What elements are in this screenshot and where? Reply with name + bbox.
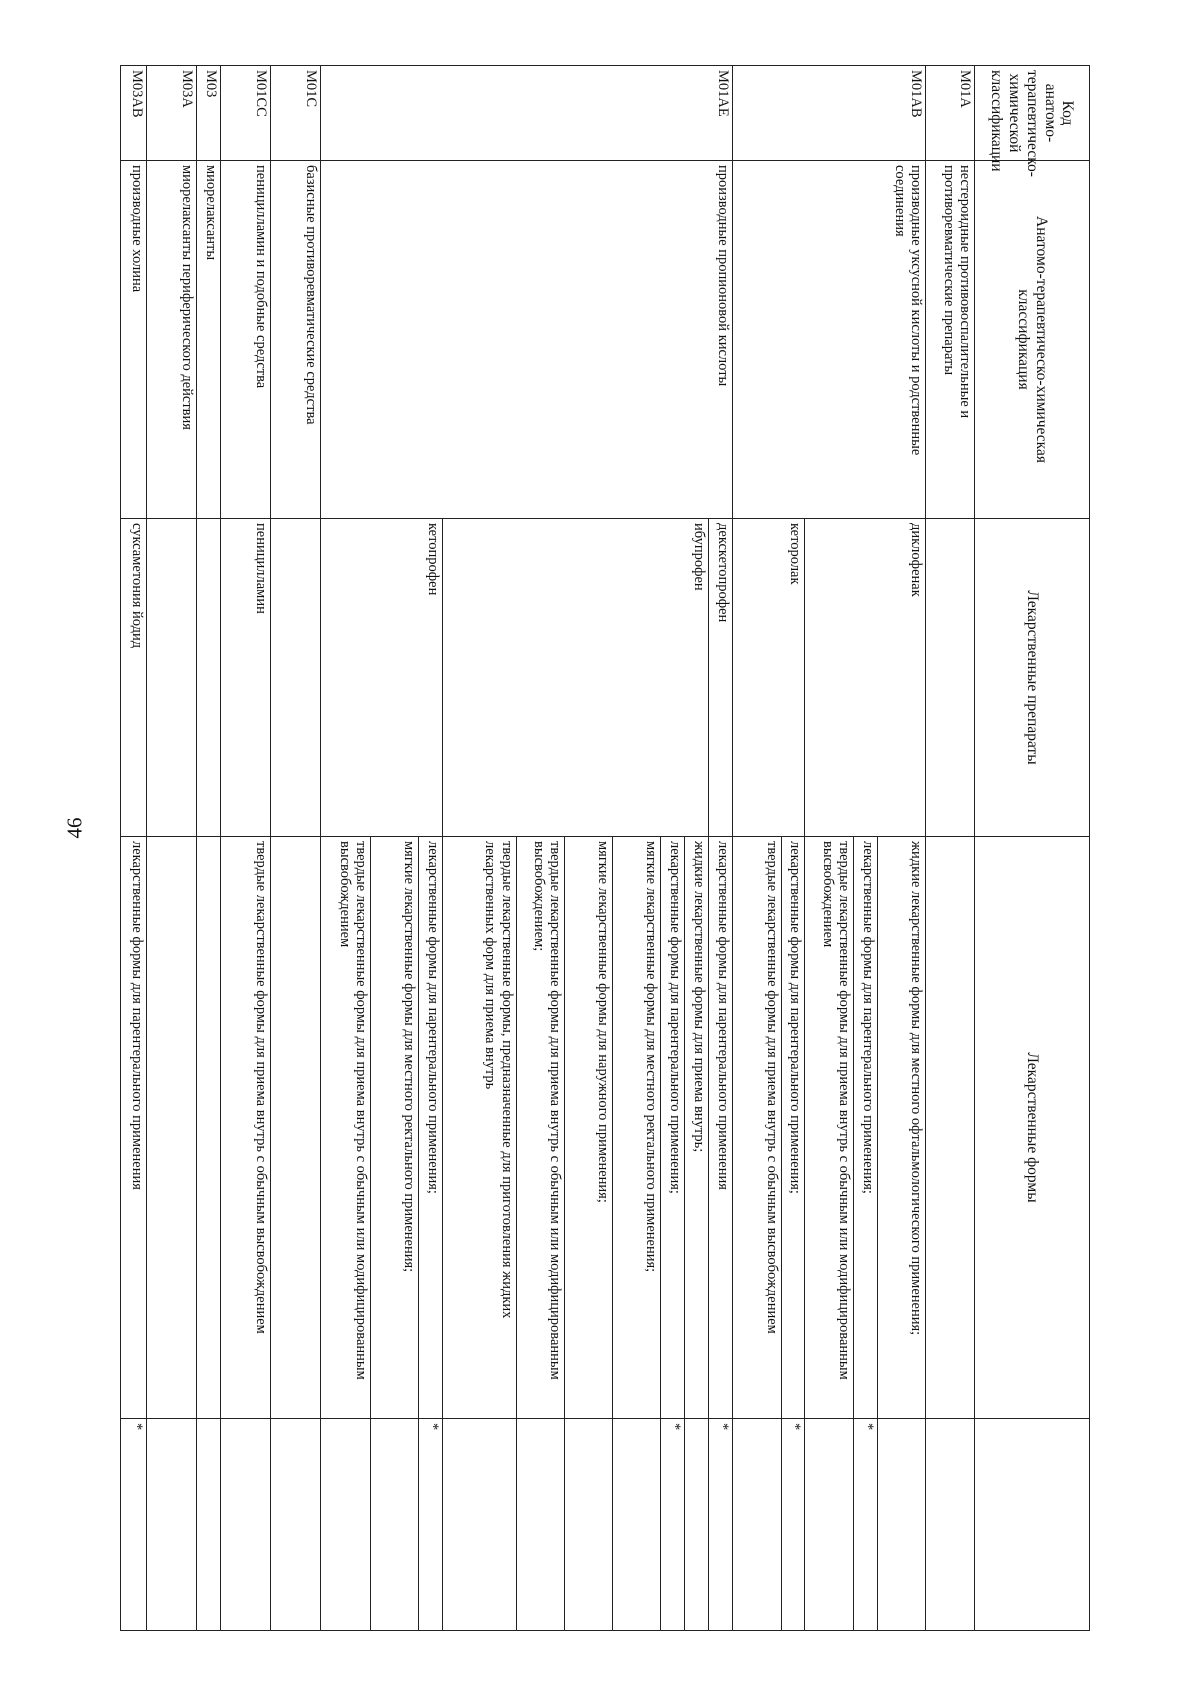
row-mark: * <box>418 1419 442 1631</box>
row-atc: производные пропионовой кислоты <box>321 161 733 519</box>
row-form: твердые лекарственные формы для приема внутрь с обычным или модифицированным высвобождением; <box>516 837 565 1419</box>
table-row <box>121 66 147 1631</box>
row-mark: * <box>781 1419 805 1631</box>
table-header-row <box>974 66 1089 1631</box>
row-form: твердые лекарственные формы, предназначенные для приготовления жидких лекарственных форм для приема внутрь <box>442 837 516 1419</box>
row-mark <box>516 1419 565 1631</box>
row-form <box>197 837 221 1419</box>
row-form <box>925 837 974 1419</box>
header-mark <box>974 1419 1089 1631</box>
row-mark: * <box>660 1419 684 1631</box>
row-form: лекарственные формы для парентерального применения <box>121 837 147 1419</box>
row-code: M01C <box>271 66 321 161</box>
header-code: Код анатомо-терапевтическо-химической классификации <box>974 66 1089 161</box>
row-mark <box>565 1419 613 1631</box>
table-row <box>708 66 732 1631</box>
row-code: M03AB <box>121 66 147 161</box>
row-form: твердые лекарственные формы для приема внутрь с обычным высвобождением <box>221 837 271 1419</box>
row-drug: кетопрофен <box>321 519 443 837</box>
row-form: мягкие лекарственные формы для наружного применения; <box>565 837 613 1419</box>
row-mark <box>732 1419 781 1631</box>
row-form: лекарственные формы для парентерального применения; <box>660 837 684 1419</box>
row-mark <box>321 1419 371 1631</box>
row-form: мягкие лекарственные формы для местного ректального применения; <box>613 837 661 1419</box>
row-drug <box>147 519 197 837</box>
row-code: M01CC <box>221 66 271 161</box>
row-form: лекарственные формы для парентерального применения; <box>854 837 878 1419</box>
row-atc: базисные противоревматические средства <box>271 161 321 519</box>
table-row <box>271 66 321 1631</box>
row-mark <box>197 1419 221 1631</box>
header-forms: Лекарственные формы <box>974 837 1089 1419</box>
table-row <box>925 66 974 1631</box>
row-atc: производные холина <box>121 161 147 519</box>
row-drug: кеторолак <box>732 519 805 837</box>
row-mark <box>442 1419 516 1631</box>
table-row <box>147 66 197 1631</box>
row-code: M01AE <box>321 66 733 161</box>
row-form: твердые лекарственные формы для приема внутрь с обычным или модифицированным высвобождением <box>805 837 854 1419</box>
row-form: лекарственные формы для парентерального применения; <box>418 837 442 1419</box>
row-atc: миорелаксанты периферического действия <box>147 161 197 519</box>
table-row <box>221 66 271 1631</box>
row-form: твердые лекарственные формы для приема внутрь с обычным или модифицированным высвобождением <box>321 837 371 1419</box>
row-code: M01AB <box>732 66 925 161</box>
row-form: жидкие лекарственные формы для местного офтальмологического применения; <box>878 837 926 1419</box>
row-mark <box>370 1419 418 1631</box>
row-mark <box>684 1419 708 1631</box>
row-mark <box>925 1419 974 1631</box>
row-drug: пеницилламин <box>221 519 271 837</box>
row-drug <box>925 519 974 837</box>
row-mark: * <box>854 1419 878 1631</box>
page-number: 46 <box>62 817 87 839</box>
row-atc: производные уксусной кислоты и родственные соединения <box>732 161 925 519</box>
row-mark <box>271 1419 321 1631</box>
row-drug <box>197 519 221 837</box>
row-drug: декскетопрофен <box>708 519 732 837</box>
row-form: мягкие лекарственные формы для местного ректального применения; <box>370 837 418 1419</box>
row-form <box>147 837 197 1419</box>
table-row <box>197 66 221 1631</box>
row-drug: суксаметония йодид <box>121 519 147 837</box>
row-drug: ибупрофен <box>442 519 708 837</box>
row-code: M03 <box>197 66 221 161</box>
row-mark <box>221 1419 271 1631</box>
row-atc: нестероидные противовоспалительные и противоревматические препараты <box>925 161 974 519</box>
row-mark <box>805 1419 854 1631</box>
row-atc: пеницилламин и подобные средства <box>221 161 271 519</box>
row-mark: * <box>708 1419 732 1631</box>
row-atc: миорелаксанты <box>197 161 221 519</box>
row-form: лекарственные формы для парентерального применения; <box>781 837 805 1419</box>
row-drug <box>271 519 321 837</box>
row-form: твердые лекарственные формы для приема внутрь с обычным высвобождением <box>732 837 781 1419</box>
row-mark <box>613 1419 661 1631</box>
rotated-table-container <box>120 65 1090 1630</box>
row-mark <box>878 1419 926 1631</box>
header-atc: Анатомо-терапевтическо-химическая классификация <box>974 161 1089 519</box>
table-row <box>878 66 926 1631</box>
row-form <box>271 837 321 1419</box>
row-code: M01A <box>925 66 974 161</box>
row-code: M03A <box>147 66 197 161</box>
row-form: лекарственные формы для парентерального применения <box>708 837 732 1419</box>
row-form: жидкие лекарственные формы для приема внутрь; <box>684 837 708 1419</box>
row-mark <box>147 1419 197 1631</box>
row-drug: диклофенак <box>805 519 926 837</box>
header-drugs: Лекарственные препараты <box>974 519 1089 837</box>
row-mark: * <box>121 1419 147 1631</box>
drug-classification-table <box>120 65 1090 1631</box>
